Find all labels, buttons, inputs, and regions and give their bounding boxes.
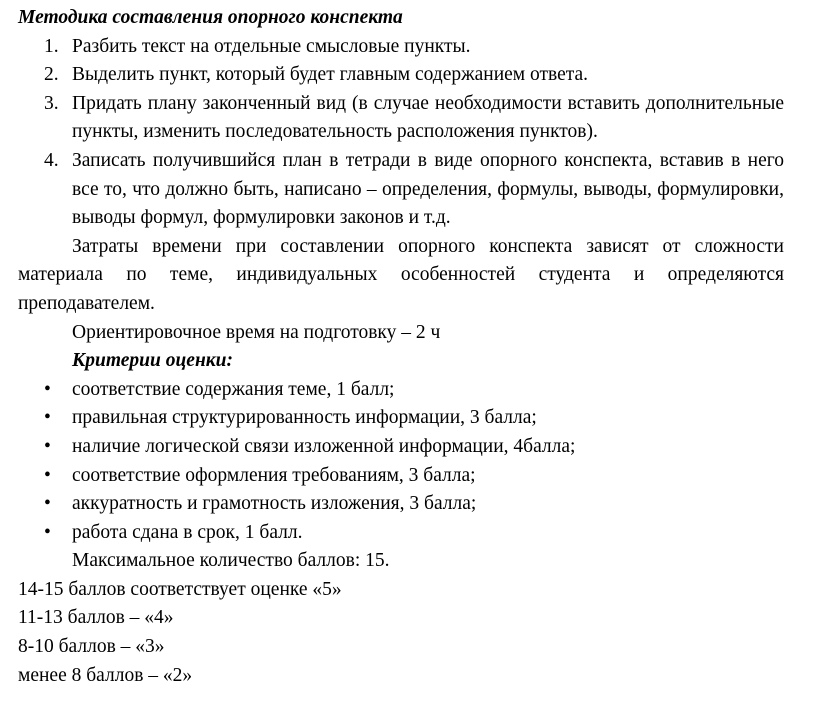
list-item-text: аккуратность и грамотность изложения, 3 балла; <box>72 493 477 515</box>
criteria-list <box>18 376 784 548</box>
bullet-icon: • <box>44 407 51 429</box>
document-page <box>18 4 784 690</box>
bullet-icon: • <box>44 464 51 486</box>
time-paragraph: Затраты времени при составлении опорного конспекта зависят от сложности материала по теме, индивидуальных особенностей студента и определяются преподавателем. <box>18 235 784 314</box>
list-item-text: наличие логической связи изложенной информации, 4балла; <box>72 435 576 457</box>
list-item <box>18 404 784 433</box>
list-item <box>18 490 784 519</box>
grade-line: 8-10 баллов – «3» <box>18 636 165 658</box>
bullet-icon: • <box>44 493 51 515</box>
criteria-heading: Критерии оценки: <box>72 350 233 372</box>
list-item-number: 3. <box>44 92 59 114</box>
list-item <box>18 433 784 462</box>
bullet-icon: • <box>44 521 51 543</box>
bullet-icon: • <box>44 435 51 457</box>
list-item <box>18 462 784 491</box>
list-item-text: правильная структурированность информации, 3 балла; <box>72 407 537 429</box>
list-item-text: соответствие оформления требованиям, 3 балла; <box>72 464 476 486</box>
list-item-text: Записать получившийся план в тетради в виде опорного конспекта, вставив в него все то, что должно быть, написано – определения, формулы, выводы, формулировки, выводы формул, формулировки законов и т.д. <box>72 149 784 229</box>
list-item <box>18 90 784 147</box>
list-item <box>18 33 784 62</box>
list-item-text: соответствие содержания теме, 1 балл; <box>72 378 395 400</box>
steps-list <box>18 33 784 233</box>
list-item-text: Придать плану законченный вид (в случае необходимости вставить дополнительные пункты, изменить последовательность расположения пунктов). <box>72 92 784 143</box>
max-score: Максимальное количество баллов: 15. <box>72 550 390 572</box>
list-item-number: 4. <box>44 149 59 171</box>
list-item-text: Разбить текст на отдельные смысловые пункты. <box>72 35 471 57</box>
list-item <box>18 147 784 233</box>
list-item <box>18 519 784 548</box>
list-item-number: 1. <box>44 35 59 57</box>
list-item-text: работа сдана в срок, 1 балл. <box>72 521 303 543</box>
list-item-text: Выделить пункт, который будет главным содержанием ответа. <box>72 64 589 86</box>
grade-line: 11-13 баллов – «4» <box>18 607 174 629</box>
list-item <box>18 61 784 90</box>
estimated-time: Ориентировочное время на подготовку – 2 ч <box>72 321 441 343</box>
document-title: Методика составления опорного конспекта <box>18 7 403 28</box>
list-item-number: 2. <box>44 64 59 86</box>
list-item <box>18 376 784 405</box>
bullet-icon: • <box>44 378 51 400</box>
grade-line: 14-15 баллов соответствует оценке «5» <box>18 578 342 600</box>
grade-line: менее 8 баллов – «2» <box>18 664 193 686</box>
